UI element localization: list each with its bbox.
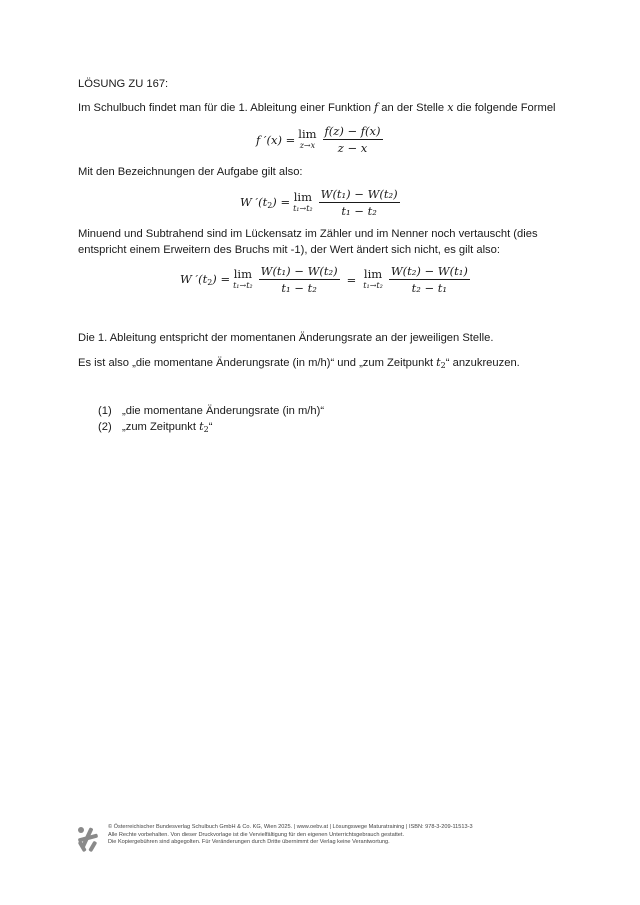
formula2-lhs [240,195,290,210]
formula3-denominator-1: t₁ − t₂ [281,281,317,295]
formula2-fraction [319,187,400,218]
formula1-lim-sub: z→x [299,140,316,150]
answer-var-sub: 2 [203,425,209,434]
answer-number-2: (2) [98,421,112,433]
formula2-lhs-sub: 2 [267,201,273,210]
formula2-numerator: W(t₁) − W(t₂) [320,187,398,201]
paragraph-explanation-line2: entspricht einem Erweitern des Bruchs mit -1), der Wert ändert sich nicht, es gilt also: [78,244,500,256]
conclusion-var-t: t [436,356,441,369]
formula2-lhs-b: ) = [272,195,291,209]
formula2-lhs-a: W ′(t [240,195,268,209]
conclusion-text-2: “ anzukreuzen. [445,357,520,369]
formula3-lim-sub-2: t₁→t₂ [363,280,383,290]
formula3-lim-sub-1: t₁→t₂ [233,280,253,290]
formula-derivative-definition [256,124,386,155]
conclusion-var-sub: 2 [440,361,446,370]
footer-line-rights: Alle Rechte vorbehalten. Von dieser Druckvorlage ist die Vervielfältigung für den eigenen Unterrichtsgebrauch gestattet. [108,831,405,838]
formula3-numerator-1: W(t₁) − W(t₂) [260,264,338,278]
formula1-denominator: z − x [337,141,368,155]
formula2-limit [293,189,313,214]
answer-item-1 [98,403,324,419]
answer-list [98,403,324,438]
answer-close-quote: “ [208,421,213,433]
formula1-fraction [323,124,383,155]
answer-item-2 [98,419,324,438]
page-heading: LÖSUNG ZU 167: [78,78,169,90]
sentence-notation: Mit den Bezeichnungen der Aufgabe gilt also: [78,166,303,178]
answer-var-2 [199,419,209,438]
conclusion-text-1: Es ist also „die momentane Änderungsrate (in m/h)“ und „zum Zeitpunkt [78,357,434,369]
formula3-lhs-sub: 2 [207,278,213,287]
intro-var-x: x [447,101,454,114]
formula3-numerator-2: W(t₂) − W(t₁) [390,264,468,278]
formula3-limit-1 [233,266,253,291]
intro-paragraph [78,100,556,116]
formula3-fraction-1 [259,264,340,295]
formula3-fraction-2 [389,264,470,295]
formula3-limit-2 [363,266,383,291]
formula1-lim-label: lim [298,126,317,141]
intro-var-f: f [374,101,379,114]
conclusion-var [436,356,446,369]
footer-text [108,824,473,847]
formula3-lim-label-1: lim [233,266,252,281]
formula-swapped [180,264,473,295]
formula-w-derivative [240,187,403,218]
formula2-lim-label: lim [293,189,312,204]
publisher-logo-icon [74,824,102,854]
answer-var-t: t [199,420,204,433]
intro-text-3: die folgende Formel [456,102,556,114]
formula3-lhs-a: W ′(t [180,272,208,286]
footer-line-fees: Die Kopiergebühren sind abgegolten. Für Veränderungen durch Dritte übernimmt der Verlag keine Verantwortung. [108,839,390,845]
answer-number-1: (1) [98,405,112,417]
footer-line-copyright: © Österreichischer Bundesverlag Schulbuch GmbH & Co. KG, Wien 2025. | www.oebv.at | Lösungswege Maturatraining | ISBN: 978-3-209-11513-3 [108,824,473,830]
formula3-denominator-2: t₂ − t₁ [411,281,448,295]
sentence-derivative-meaning: Die 1. Ableitung entspricht der momentanen Änderungsrate an der jeweiligen Stelle. [78,332,494,344]
formula1-lhs: f ′(x) = [256,132,296,147]
paragraph-explanation-line1: Minuend und Subtrahend sind im Lückensatz im Zähler und im Nenner noch vertauscht (dies [78,228,538,240]
formula1-numerator: f(z) − f(x) [324,124,381,138]
answer-text-2: „zum Zeitpunkt [122,421,196,433]
sentence-conclusion [78,355,520,374]
formula3-lhs-b: ) = [212,272,231,286]
formula3-lhs [180,272,230,287]
intro-text-2: an der Stelle [381,102,445,114]
answer-text-1: „die momentane Änderungsrate (in m/h)“ [122,405,325,417]
formula2-denominator: t₁ − t₂ [341,204,377,218]
formula3-lim-label-2: lim [363,266,383,281]
formula3-equals: = [346,272,357,287]
formula1-limit [298,126,317,151]
formula2-lim-sub: t₁→t₂ [293,203,313,213]
intro-text-1: Im Schulbuch findet man für die 1. Ableitung einer Funktion [78,102,371,114]
